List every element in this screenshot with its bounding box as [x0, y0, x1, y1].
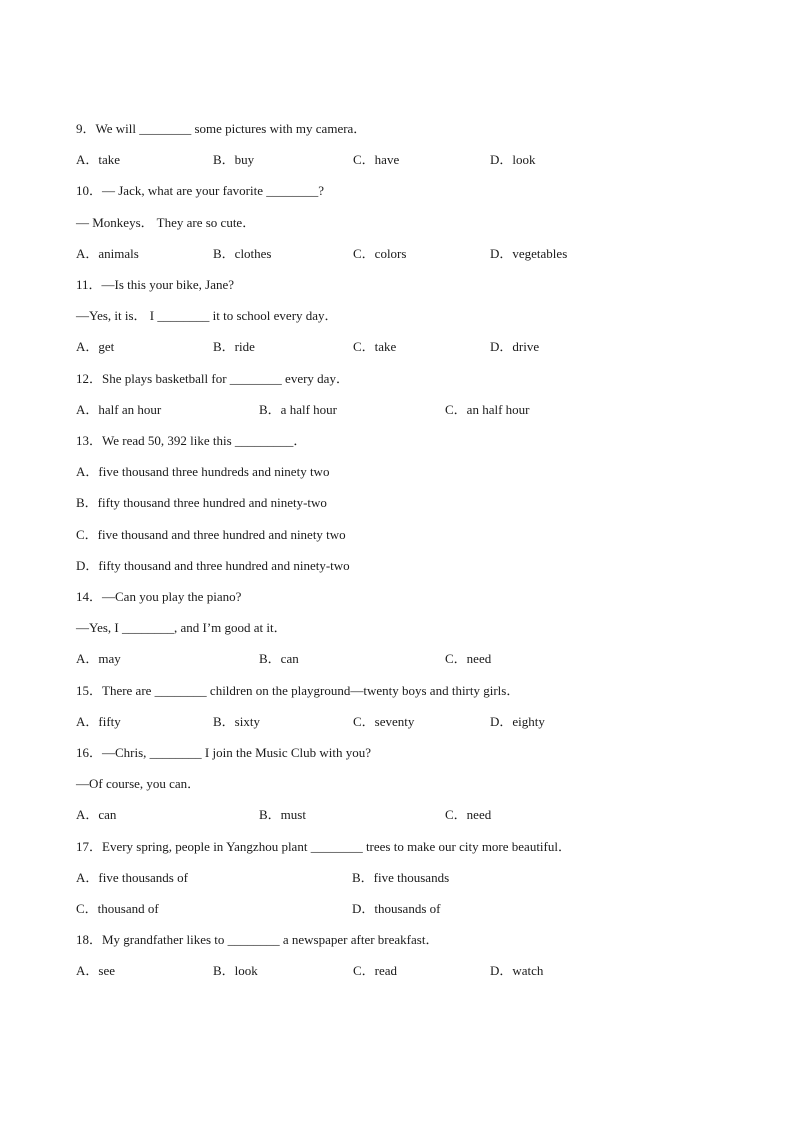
question-16-dialogue: —Of course, you can． [76, 776, 201, 791]
option-a: A．see [76, 963, 115, 978]
option-b: B．sixty [213, 714, 260, 729]
option-b: B．five thousands [352, 870, 450, 885]
option-b: B．clothes [213, 246, 272, 261]
question-17-stem: 17．Every spring, people in Yangzhou plant ________ trees to make our city more beautiful． [76, 839, 571, 854]
option-c: C．need [445, 807, 492, 822]
question-13-option-d: D．fifty thousand and three hundred and ninety-two [76, 558, 350, 573]
option-d: D．eighty [490, 714, 545, 729]
option-d: D．watch [490, 963, 544, 978]
question-14-dialogue: —Yes, I ________, and I’m good at it． [76, 620, 287, 635]
question-13-option-c: C．five thousand and three hundred and ninety two [76, 527, 346, 542]
question-15-stem: 15．There are ________ children on the playground—twenty boys and thirty girls． [76, 683, 520, 698]
option-a: A．animals [76, 246, 139, 261]
question-16-stem: 16．—Chris, ________ I join the Music Club with you? [76, 745, 372, 760]
option-c: C．take [353, 339, 397, 354]
option-c: C．read [353, 963, 398, 978]
option-b: B．look [213, 963, 258, 978]
option-a: A．five thousands of [76, 870, 188, 885]
option-d: D．vegetables [490, 246, 568, 261]
option-b: B．buy [213, 152, 255, 167]
option-b: B．ride [213, 339, 255, 354]
question-11-dialogue: —Yes, it is． I ________ it to school every day． [76, 308, 338, 323]
option-b: B．a half hour [259, 402, 337, 417]
option-c: C．seventy [353, 714, 415, 729]
question-9-stem: 9．We will ________ some pictures with my camera． [76, 121, 367, 136]
option-d: D．thousands of [352, 901, 441, 916]
option-a: A．may [76, 651, 121, 666]
question-12-stem: 12．She plays basketball for ________ every day． [76, 371, 349, 386]
option-b: B．can [259, 651, 299, 666]
option-a: A．fifty [76, 714, 121, 729]
option-c: C．thousand of [76, 901, 159, 916]
question-10-dialogue: — Monkeys． They are so cute． [76, 215, 256, 230]
option-c: C．colors [353, 246, 407, 261]
option-a: A．get [76, 339, 115, 354]
question-18-stem: 18．My grandfather likes to ________ a newspaper after breakfast． [76, 932, 439, 947]
option-d: D．drive [490, 339, 540, 354]
question-10-stem: 10．— Jack, what are your favorite ________? [76, 183, 325, 198]
option-c: C．need [445, 651, 492, 666]
question-13-option-b: B．fifty thousand three hundred and ninety-two [76, 495, 327, 510]
question-13-stem: 13．We read 50, 392 like this _________． [76, 433, 307, 448]
option-b: B．must [259, 807, 306, 822]
option-d: D．look [490, 152, 536, 167]
question-14-stem: 14．—Can you play the piano? [76, 589, 242, 604]
option-c: C．an half hour [445, 402, 530, 417]
option-a: A．can [76, 807, 117, 822]
question-13-option-a: A．five thousand three hundreds and ninety two [76, 464, 330, 479]
question-11-stem: 11．—Is this your bike, Jane? [76, 277, 235, 292]
option-c: C．have [353, 152, 400, 167]
option-a: A．half an hour [76, 402, 162, 417]
option-a: A．take [76, 152, 121, 167]
